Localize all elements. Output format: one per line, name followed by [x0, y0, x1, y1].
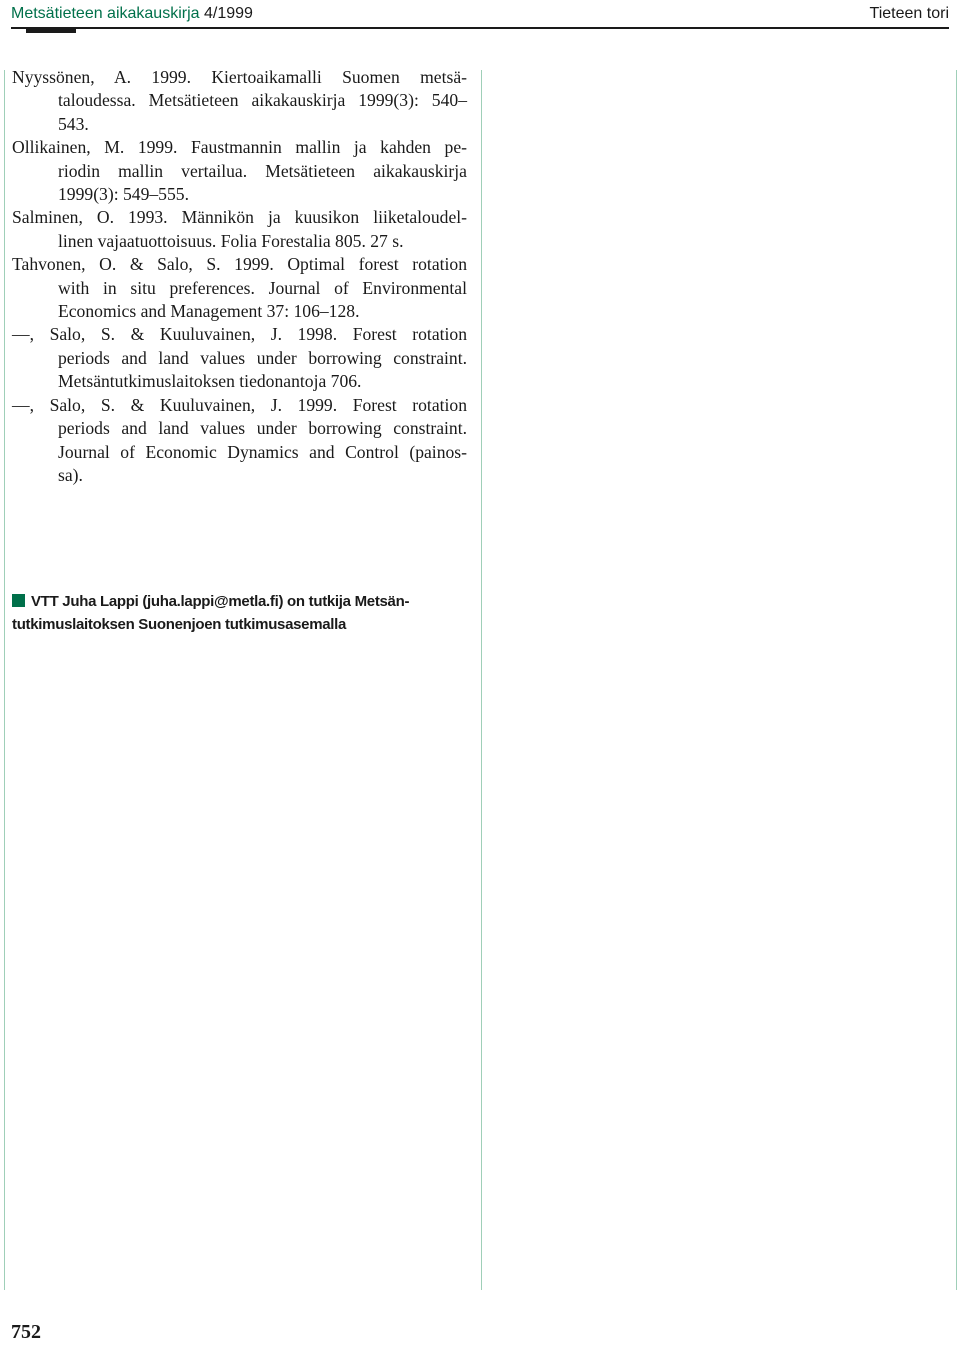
- reference-line: riodin mallin vertailua. Metsätieteen aikakauskirja: [58, 160, 467, 181]
- page-number: 752: [11, 1321, 41, 1343]
- reference-line: with in situ preferences. Journal of Environmental: [58, 277, 467, 298]
- author-note: [12, 590, 482, 636]
- author-note-line: tutkimuslaitoksen Suonenjoen tutkimusasemalla: [12, 616, 347, 633]
- reference-line: periods and land values under borrowing constraint.: [58, 347, 467, 368]
- header-accent-block: [26, 27, 76, 33]
- reference-item: [12, 253, 467, 323]
- column-rule-left: [4, 70, 5, 1290]
- reference-list: [12, 66, 467, 487]
- reference-item: [12, 206, 467, 253]
- reference-line: Nyyssönen, A. 1999. Kiertoaikamalli Suomen metsä-: [12, 67, 467, 87]
- column-rule-middle: [481, 70, 482, 1290]
- column-rule-right: [956, 70, 957, 1290]
- reference-item: [12, 66, 467, 136]
- reference-line: —, Salo, S. & Kuuluvainen, J. 1999. Forest rotation: [12, 394, 467, 415]
- bullet-square-icon: [12, 594, 25, 607]
- journal-title: Metsätieteen aikakauskirja: [11, 5, 200, 22]
- reference-line: periods and land values under borrowing constraint.: [58, 418, 467, 439]
- author-note-text: VTT Juha Lappi (juha.lappi@metla.fi) on tutkija Metsän-: [31, 593, 410, 610]
- reference-line: Metsäntutkimuslaitoksen tiedonantoja 706.: [58, 371, 362, 392]
- reference-line: linen vajaatuottoisuus. Folia Forestalia 805. 27 s.: [58, 230, 404, 251]
- reference-item: [12, 323, 467, 393]
- author-note-line: [12, 590, 482, 613]
- running-header-section: Tieteen tori: [869, 5, 949, 22]
- journal-issue: 4/1999: [204, 5, 253, 22]
- running-header-journal: [11, 5, 253, 23]
- reference-item: [12, 394, 467, 488]
- reference-line: Economics and Management 37: 106–128.: [58, 301, 360, 322]
- reference-line: 543.: [58, 113, 89, 134]
- reference-line: 1999(3): 549–555.: [58, 184, 189, 205]
- reference-line: Salminen, O. 1993. Männikön ja kuusikon liiketaloudel-: [12, 207, 467, 228]
- reference-line: Ollikainen, M. 1999. Faustmannin mallin ja kahden pe-: [12, 137, 467, 158]
- reference-line: Tahvonen, O. & Salo, S. 1999. Optimal forest rotation: [12, 254, 467, 275]
- reference-item: [12, 136, 467, 206]
- reference-line: Journal of Economic Dynamics and Control (painos-: [58, 441, 467, 462]
- reference-line: —, Salo, S. & Kuuluvainen, J. 1998. Forest rotation: [12, 324, 467, 345]
- header-rule: [11, 27, 949, 29]
- reference-line: taloudessa. Metsätieteen aikakauskirja 1999(3): 540–: [58, 90, 467, 111]
- reference-line: sa).: [58, 464, 83, 485]
